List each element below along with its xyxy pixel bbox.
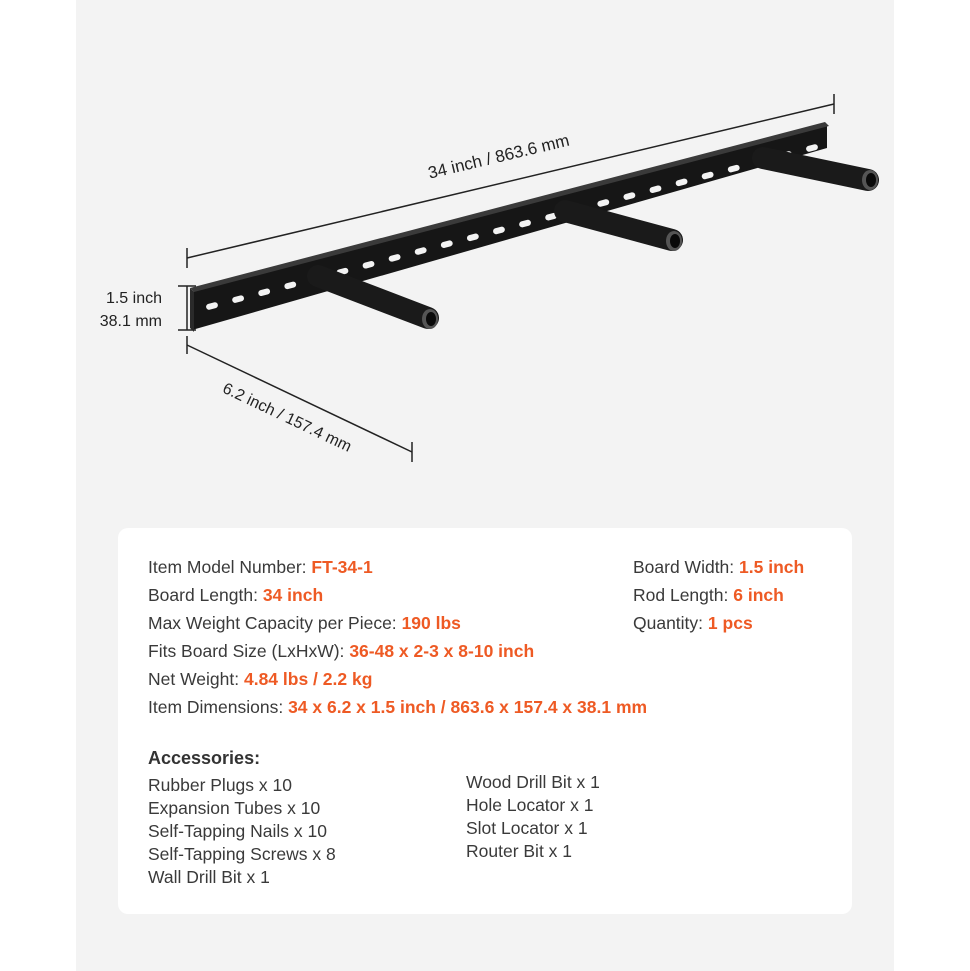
rod-right <box>763 158 878 190</box>
accessories-list-right <box>466 771 600 863</box>
depth-label: 6.2 inch / 157.4 mm <box>219 380 355 456</box>
spec-value: 6 inch <box>733 585 784 605</box>
spec-board-width <box>633 556 804 578</box>
accessories-list-left <box>148 774 336 889</box>
list-item: Slot Locator x 1 <box>466 818 588 838</box>
length-label: 34 inch / 863.6 mm <box>426 130 572 183</box>
spec-item-dimensions <box>148 696 647 718</box>
spec-label: Item Dimensions: <box>148 697 284 717</box>
spec-fits-board-size <box>148 640 534 662</box>
spec-value: FT-34-1 <box>311 557 373 577</box>
spec-board-length <box>148 584 323 606</box>
spec-label: Fits Board Size (LxHxW): <box>148 641 345 661</box>
length-dimension <box>187 94 834 268</box>
spec-quantity <box>633 612 753 634</box>
spec-label: Rod Length: <box>633 585 729 605</box>
rod-left <box>318 276 438 329</box>
list-item: Self-Tapping Screws x 8 <box>148 844 336 864</box>
spec-label: Board Length: <box>148 585 258 605</box>
height-inch-label: 1.5 inch <box>105 290 162 307</box>
height-mm-label: 38.1 mm <box>99 313 162 330</box>
spec-model-number <box>148 556 373 578</box>
list-item: Wood Drill Bit x 1 <box>466 772 600 792</box>
specifications-card <box>118 528 852 914</box>
rod-middle <box>565 211 682 251</box>
depth-dimension <box>187 336 412 462</box>
spec-value: 1.5 inch <box>739 557 805 577</box>
list-item: Self-Tapping Nails x 10 <box>148 821 327 841</box>
accessories-title: Accessories: <box>148 748 261 768</box>
spec-max-weight <box>148 612 461 634</box>
spec-value: 1 pcs <box>707 613 753 633</box>
spec-label: Net Weight: <box>148 669 240 689</box>
spec-value: 34 x 6.2 x 1.5 inch / 863.6 x 157.4 x 38.1 mm <box>288 697 648 717</box>
spec-value: 190 lbs <box>401 613 461 633</box>
list-item: Router Bit x 1 <box>466 841 573 861</box>
list-item: Expansion Tubes x 10 <box>148 798 321 818</box>
spec-net-weight <box>148 668 372 690</box>
spec-value: 4.84 lbs / 2.2 kg <box>243 669 373 689</box>
spec-label: Board Width: <box>633 557 735 577</box>
list-item: Hole Locator x 1 <box>466 795 594 815</box>
spec-label: Item Model Number: <box>148 557 307 577</box>
list-item: Rubber Plugs x 10 <box>148 775 292 795</box>
spec-label: Max Weight Capacity per Piece: <box>148 613 397 633</box>
list-item: Wall Drill Bit x 1 <box>148 867 270 887</box>
spec-value: 36-48 x 2-3 x 8-10 inch <box>349 641 535 661</box>
spec-label: Quantity: <box>633 613 704 633</box>
spec-value: 34 inch <box>262 585 324 605</box>
spec-rod-length <box>633 584 784 606</box>
